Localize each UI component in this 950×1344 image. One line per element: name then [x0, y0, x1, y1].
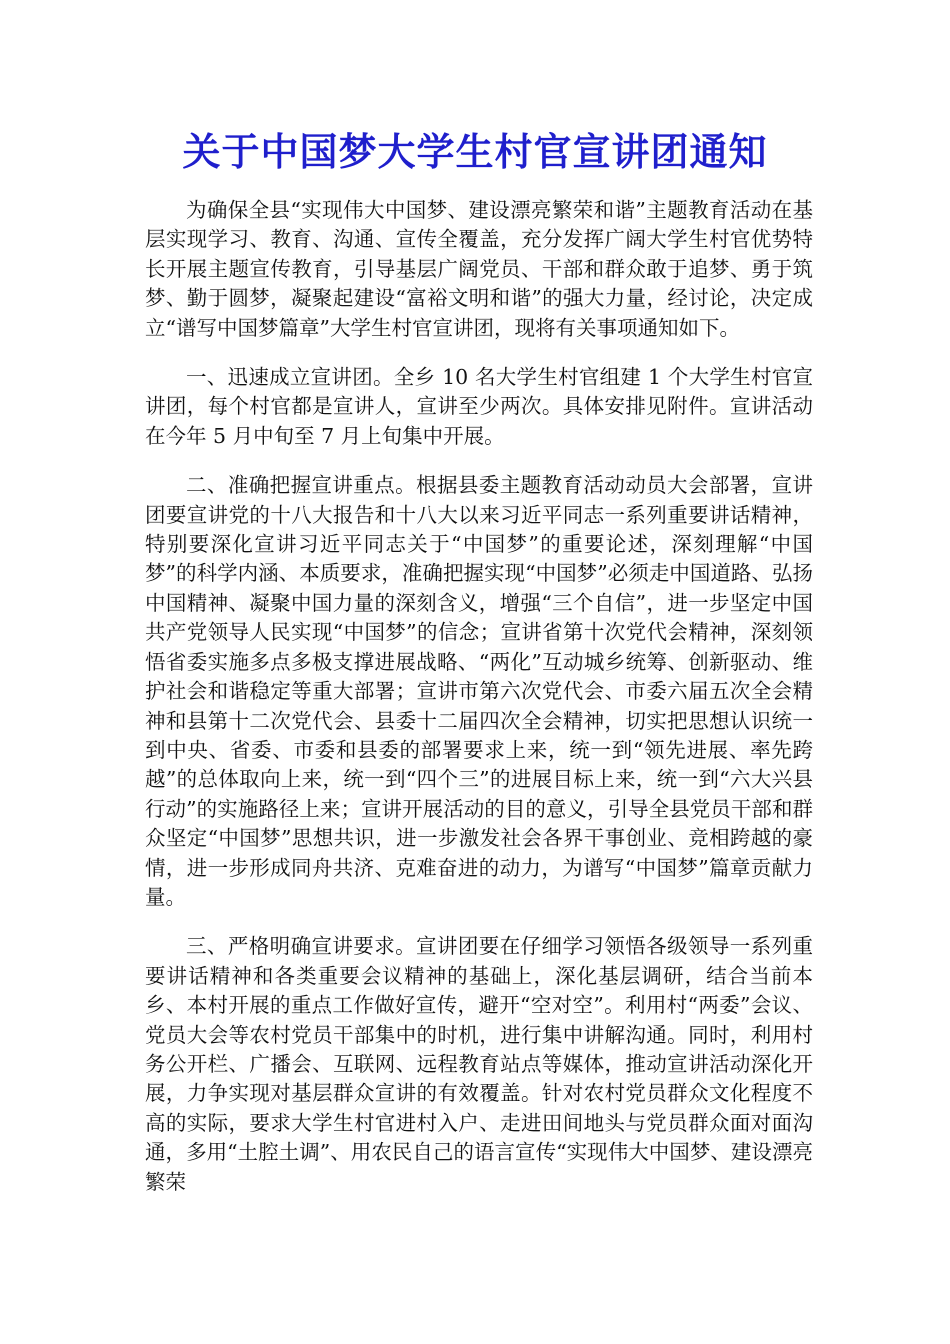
- paragraph-section-2: 二、准确把握宣讲重点。根据县委主题教育活动动员大会部署，宣讲团要宣讲党的十八大报告和十八大以来习近平同志一系列重要讲话精神，特别要深化宣讲习近平同志关于“中国梦”的重要论述，深刻理解“中国梦”的科学内涵、本质要求，准确把握实现“中国梦”必须走中国道路、弘扬中国精神、凝聚中国力量的深刻含义，增强“三个自信”，进一步坚定中国共产党领导人民实现“中国梦”的信念；宣讲省第十次党代会精神，深刻领悟省委实施多点多极支撑进展战略、“两化”互动城乡统筹、创新驱动、维护社会和谐稳定等重大部署；宣讲市第六次党代会、市委六届五次全会精神和县第十二次党代会、县委十二届四次全会精神，切实把思想认识统一到中央、省委、市委和县委的部署要求上来，统一到“领先进展、率先跨越”的总体取向上来，统一到“四个三”的进展目标上来，统一到“六大兴县行动”的实施路径上来；宣讲开展活动的目的意义，引导全县党员干部和群众坚定“中国梦”思想共识，进一步激发社会各界干事创业、竞相跨越的豪情，进一步形成同舟共济、克难奋进的动力，为谱写“中国梦”篇章贡献力量。: [145, 473, 813, 909]
- document-title: 关于中国梦大学生村官宣讲团通知: [182, 130, 768, 174]
- paragraph-intro: 为确保全县“实现伟大中国梦、建设漂亮繁荣和谐”主题教育活动在基层实现学习、教育、沟通、宣传全覆盖，充分发挥广阔大学生村官优势特长开展主题宣传教育，引导基层广阔党员、干部和群众敢于追梦、勇于筑梦、勤于圆梦，凝聚起建设“富裕文明和谐”的强大力量，经讨论，决定成立“谱写中国梦篇章”大学生村官宣讲团，现将有关事项通知如下。: [145, 198, 813, 340]
- paragraph-section-1: 一、迅速成立宣讲团。全乡 10 名大学生村官组建 1 个大学生村官宣讲团，每个村官都是宣讲人，宣讲至少两次。具体安排见附件。宣讲活动在今年 5 月中旬至 7 月上旬集中开展。: [145, 365, 813, 448]
- paragraph-section-3: 三、严格明确宣讲要求。宣讲团要在仔细学习领悟各级领导一系列重要讲话精神和各类重要会议精神的基础上，深化基层调研，结合当前本乡、本村开展的重点工作做好宣传，避开“空对空”。利用村“两委”会议、党员大会等农村党员干部集中的时机，进行集中讲解沟通。同时，利用村务公开栏、广播会、互联网、远程教育站点等媒体，推动宣讲活动深化开展，力争实现对基层群众宣讲的有效覆盖。针对农村党员群众文化程度不高的实际，要求大学生村官进村入户、走进田间地头与党员群众面对面沟通，多用“土腔土调”、用农民自己的语言宣传“实现伟大中国梦、建设漂亮繁荣: [145, 934, 813, 1194]
- document-body: [145, 196, 813, 1217]
